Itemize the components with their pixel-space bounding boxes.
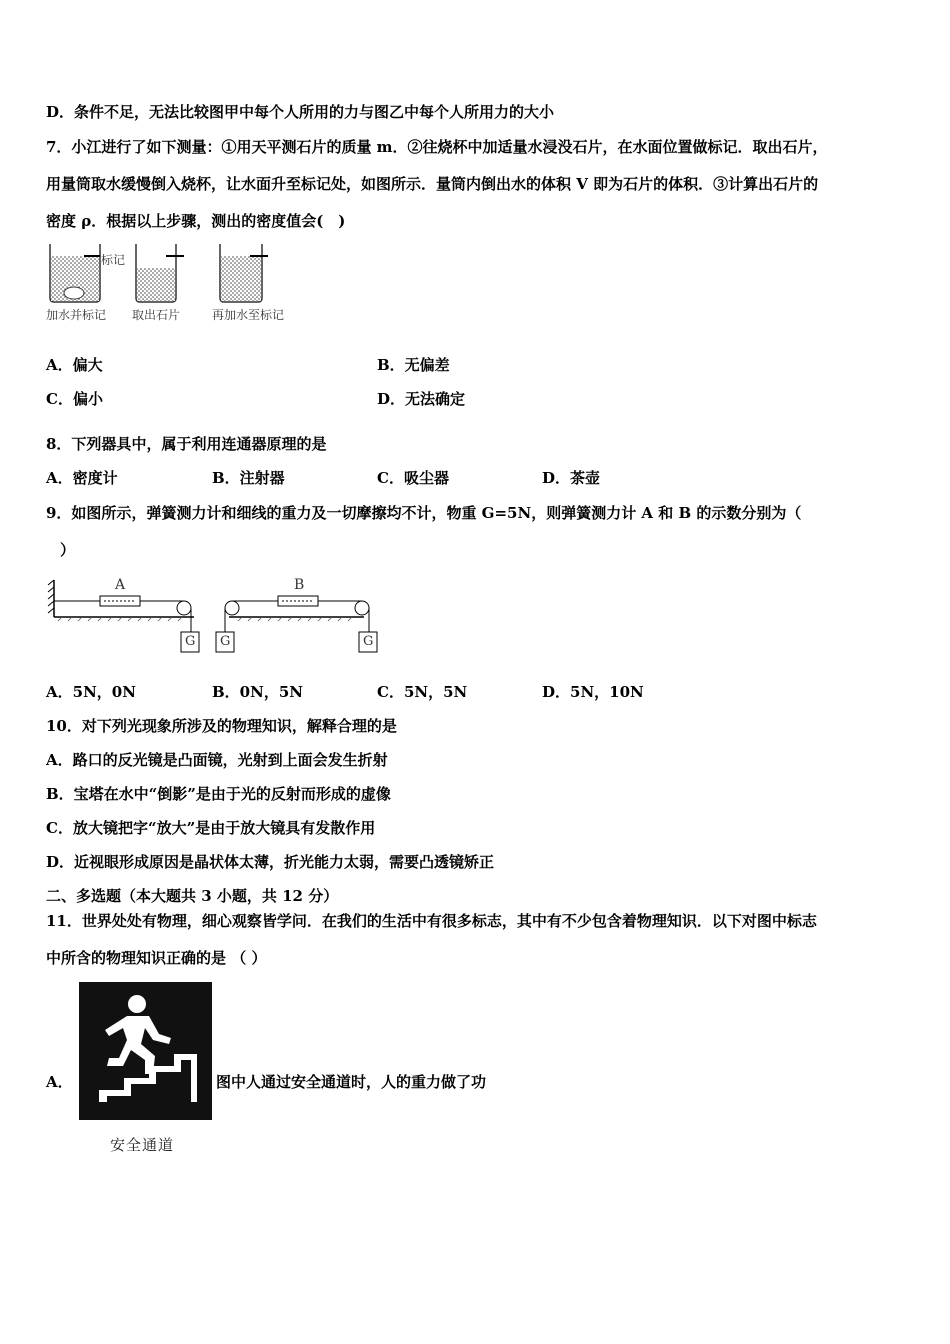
safety-sign-caption: 安全通道: [110, 1136, 175, 1154]
q10-option-c: C．放大镜把字“放大”是由于放大镜具有发散作用: [46, 819, 376, 837]
q9-weight-1: G: [185, 634, 196, 649]
q10-stem: 10．对下列光现象所涉及的物理知识，解释合理的是: [46, 717, 397, 735]
wall: [48, 580, 54, 617]
pulley-right-1: [225, 601, 239, 615]
q9-option-a: A．5N，0N: [46, 683, 136, 701]
q8-option-b: B．注射器: [212, 469, 285, 487]
q7-mark-label: 标记: [101, 253, 126, 267]
section-2-heading: 二、多选题（本大题共 3 小题，共 12 分）: [46, 887, 339, 905]
q10-option-a: A．路口的反光镜是凸面镜，光射到上面会发生折射: [46, 751, 388, 769]
q7-stem-line3: 密度 ρ．根据以上步骤，测出的密度值会( ): [46, 212, 346, 230]
beaker-1: [50, 244, 100, 302]
q9-weight-2: G: [220, 634, 231, 649]
q10-option-b: B．宝塔在水中“倒影”是由于光的反射而形成的虚像: [46, 785, 391, 803]
q11-stem-line1: 11．世界处处有物理，细心观察皆学问．在我们的生活中有很多标志，其中有不少包含着物理知识．以下对图中标志: [46, 912, 817, 930]
q11-stem-line2: 中所含的物理知识正确的是 （ ）: [46, 949, 267, 967]
q7-caption-2: 取出石片: [132, 308, 181, 322]
q9-spring-scale-figure: [44, 575, 389, 660]
q11-option-a-text: 图中人通过安全通道时，人的重力做了功: [216, 1073, 487, 1091]
q7-stem-line2: 用量筒取水缓慢倒入烧杯，让水面升至标记处，如图所示．量筒内倒出水的体积 V 即为石片的体积．③计算出石片的: [46, 175, 819, 193]
q9-option-c: C．5N，5N: [377, 683, 468, 701]
q9-stem-line2: ）: [60, 541, 76, 559]
beaker-3: [220, 244, 268, 302]
q7-caption-1: 加水并标记: [46, 308, 107, 322]
q7-option-c: C．偏小: [46, 390, 103, 408]
q7-option-b: B．无偏差: [377, 356, 450, 374]
q8-stem: 8．下列器具中，属于利用连通器原理的是: [46, 435, 327, 453]
q9-label-a: A: [115, 577, 126, 593]
beaker-2: [136, 244, 184, 302]
q9-weight-3: G: [363, 634, 374, 649]
pulley-right-2: [355, 601, 369, 615]
pulley-left: [177, 601, 191, 615]
q7-caption-3: 再加水至标记: [212, 308, 285, 322]
q8-option-c: C．吸尘器: [377, 469, 449, 487]
q9-stem-line1: 9．如图所示，弹簧测力计和细线的重力及一切摩擦均不计，物重 G=5N，则弹簧测力计 A 和 B 的示数分别为（: [46, 504, 802, 522]
safety-exit-sign-icon: [79, 982, 212, 1120]
q7-option-d: D．无法确定: [377, 390, 466, 408]
q6-option-d: D．条件不足，无法比较图甲中每个人所用的力与图乙中每个人所用力的大小: [46, 103, 555, 121]
q8-option-a: A．密度计: [46, 469, 118, 487]
q11-option-a-label: A．: [46, 1073, 73, 1091]
q7-stem-line1: 7．小江进行了如下测量：①用天平测石片的质量 m．②往烧杯中加适量水浸没石片，在水面位置做标记．取出石片，: [46, 138, 828, 156]
q9-label-b: B: [294, 577, 305, 593]
q7-option-a: A．偏大: [46, 356, 103, 374]
q9-option-b: B．0N，5N: [212, 683, 303, 701]
q10-option-d: D．近视眼形成原因是晶状体太薄，折光能力太弱，需要凸透镜矫正: [46, 853, 495, 871]
q8-option-d: D．茶壶: [542, 469, 601, 487]
q9-option-d: D．5N，10N: [542, 683, 644, 701]
